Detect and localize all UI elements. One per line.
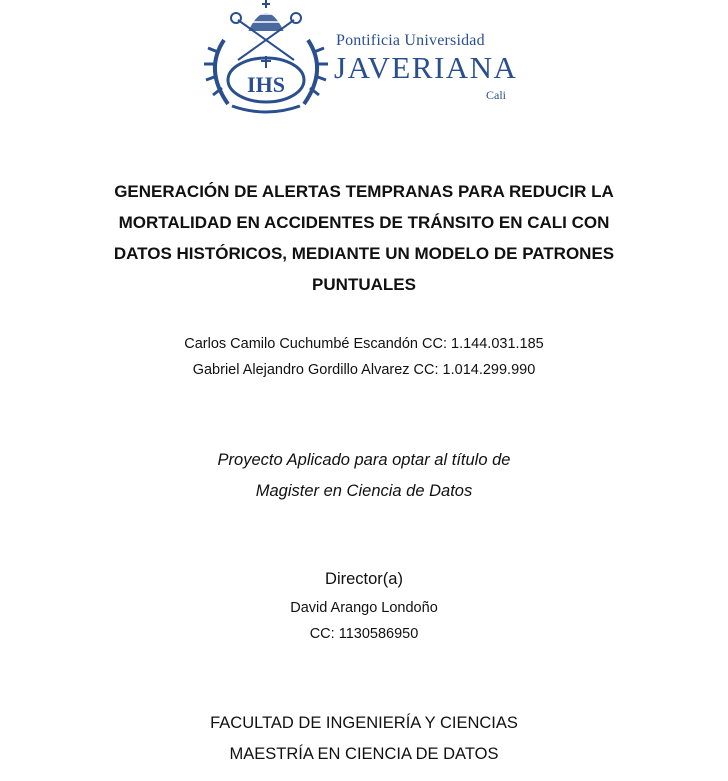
- logo-line-javeriana: JAVERIANA: [334, 50, 518, 85]
- logo-line-university: Pontificia Universidad: [336, 32, 485, 49]
- emblem-text: IHS: [247, 72, 285, 97]
- author-line: Carlos Camilo Cuchumbé Escandón CC: 1.144.031.185: [184, 336, 544, 352]
- faculty-block: [60, 708, 668, 770]
- director-name: David Arango Londoño: [290, 600, 438, 616]
- director-label: Director(a): [325, 570, 403, 588]
- faculty-line: FACULTAD DE INGENIERÍA Y CIENCIAS: [210, 714, 518, 732]
- university-logo: [198, 0, 528, 120]
- project-description: [60, 445, 668, 507]
- title-line: MORTALIDAD EN ACCIDENTES DE TRÁNSITO EN CALI CON: [118, 213, 610, 232]
- author-line: Gabriel Alejandro Gordillo Alvarez CC: 1.014.299.990: [192, 362, 536, 378]
- title-line: PUNTUALES: [312, 275, 416, 294]
- title-line: GENERACIÓN DE ALERTAS TEMPRANAS PARA REDUCIR LA: [114, 182, 614, 201]
- logo-line-city: Cali: [486, 88, 506, 102]
- project-line: Magister en Ciencia de Datos: [255, 482, 473, 500]
- authors-block: [60, 331, 668, 383]
- program-line: MAESTRÍA EN CIENCIA DE DATOS: [229, 745, 499, 763]
- javeriana-emblem-icon: [198, 0, 334, 120]
- document-title: [60, 176, 668, 300]
- title-line: DATOS HISTÓRICOS, MEDIANTE UN MODELO DE PATRONES: [113, 244, 615, 263]
- director-id: CC: 1130586950: [309, 626, 419, 642]
- project-line: Proyecto Aplicado para optar al título de: [217, 451, 511, 469]
